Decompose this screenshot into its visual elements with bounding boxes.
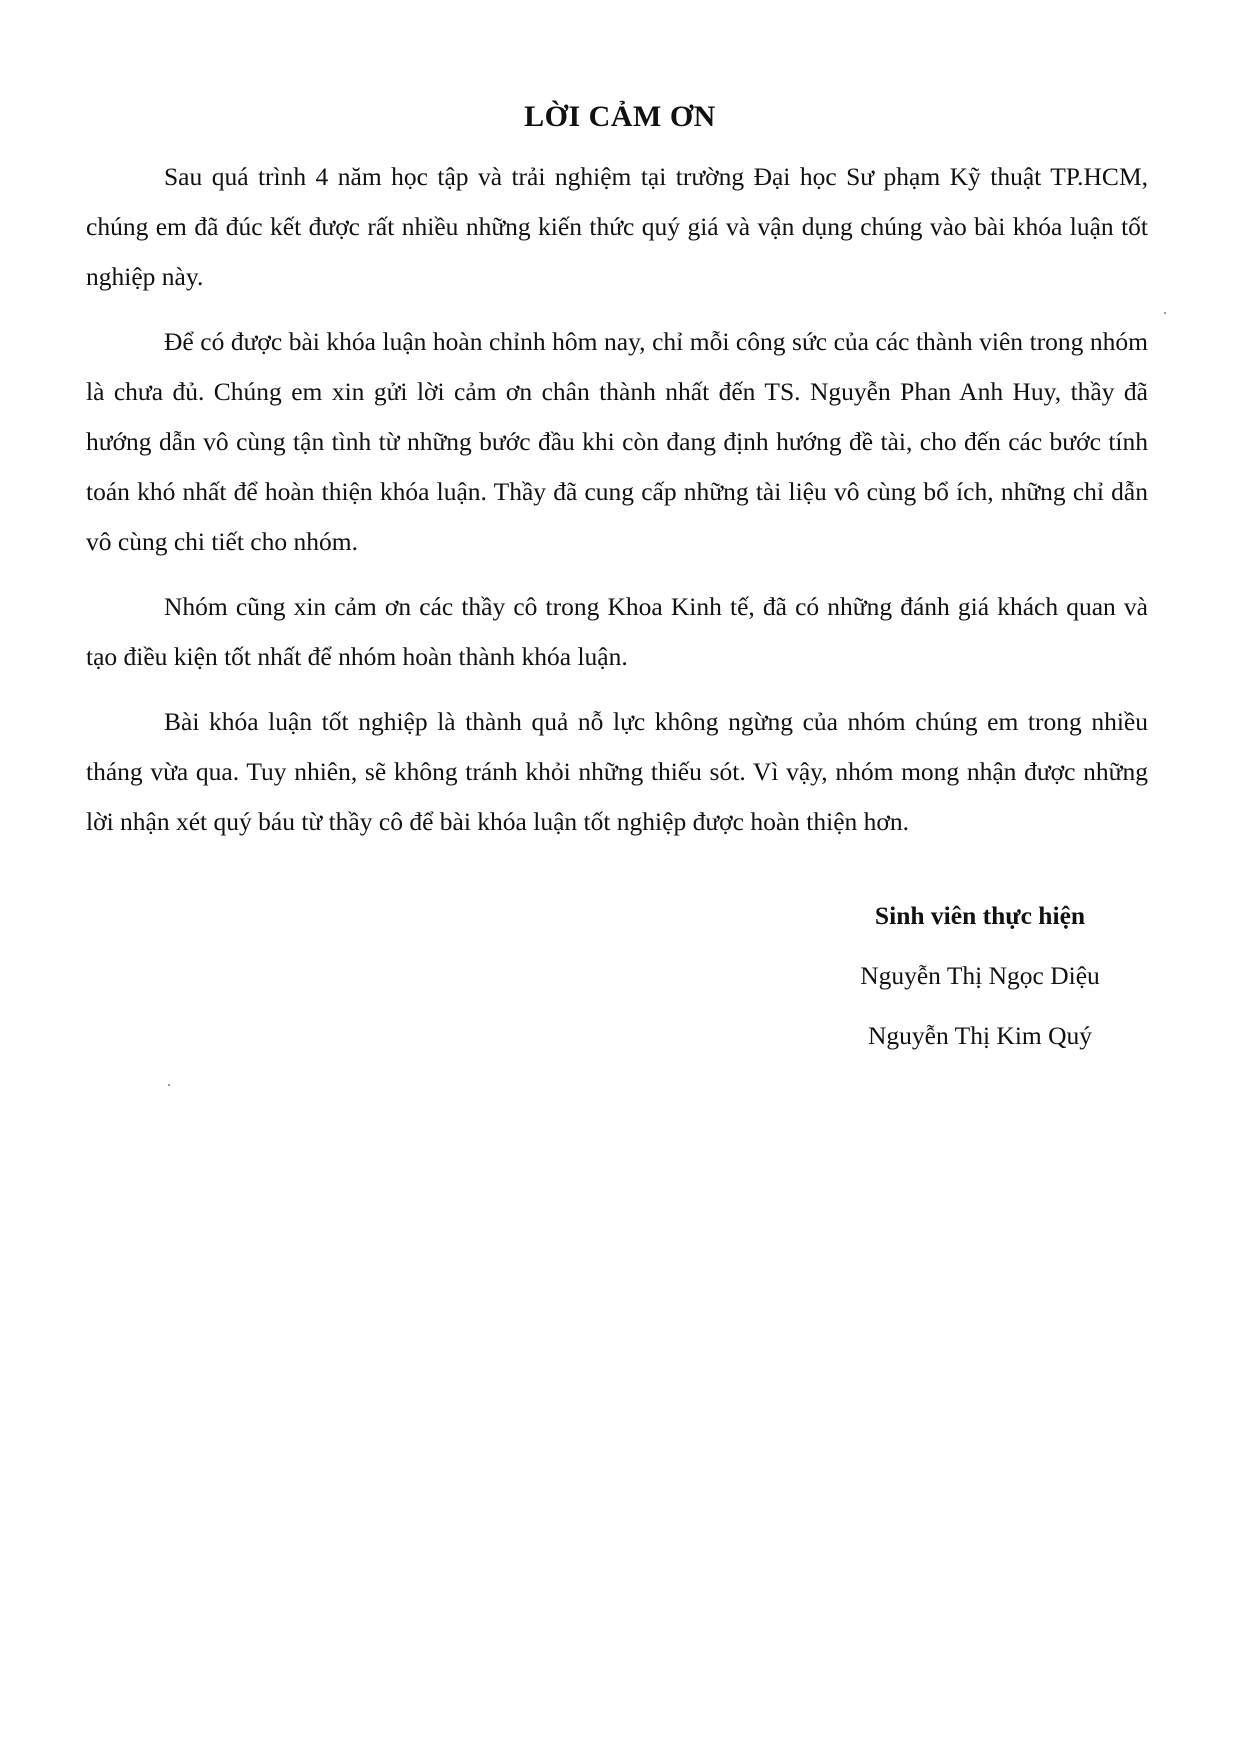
acknowledgement-body [86,152,1148,862]
signature-heading: Sinh viên thực hiện [874,901,1086,930]
student-name-2: Nguyễn Thị Kim Quý [867,1021,1093,1050]
signature-block [820,886,1140,1066]
paragraph-1: Sau quá trình 4 năm học tập và trải nghiệm tại trường Đại học Sư phạm Kỹ thuật TP.HCM, chúng em đã đúc kết được rất nhiều những kiến thức quý giá và vận dụng chúng vào bài khóa luận tốt nghiệp này. [86,162,1148,291]
paragraph-4: Bài khóa luận tốt nghiệp là thành quả nỗ lực không ngừng của nhóm chúng em trong nhiều tháng vừa qua. Tuy nhiên, sẽ không tránh khỏi những thiếu sót. Vì vậy, nhóm mong nhận được những lời nhận xét quý báu từ thầy cô để bài khóa luận tốt nghiệp được hoàn thiện hơn. [86,707,1148,836]
student-name-1: Nguyễn Thị Ngọc Diệu [860,961,1100,990]
page-title: LỜI CẢM ƠN [524,100,716,133]
scan-speck [168,1084,170,1086]
paragraph-3: Nhóm cũng xin cảm ơn các thầy cô trong Khoa Kinh tế, đã có những đánh giá khách quan và tạo điều kiện tốt nhất để nhóm hoàn thành khóa luận. [86,592,1148,671]
paragraph-2: Để có được bài khóa luận hoàn chỉnh hôm nay, chỉ mỗi công sức của các thành viên trong nhóm là chưa đủ. Chúng em xin gửi lời cảm ơn chân thành nhất đến TS. Nguyễn Phan Anh Huy, thầy đã hướng dẫn vô cùng tận tình từ những bước đầu khi còn đang định hướng đề tài, cho đến các bước tính toán khó nhất để hoàn thiện khóa luận. Thầy đã cung cấp những tài liệu vô cùng bổ ích, những chỉ dẫn vô cùng chi tiết cho nhóm. [86,327,1148,556]
scan-speck [1164,312,1166,314]
